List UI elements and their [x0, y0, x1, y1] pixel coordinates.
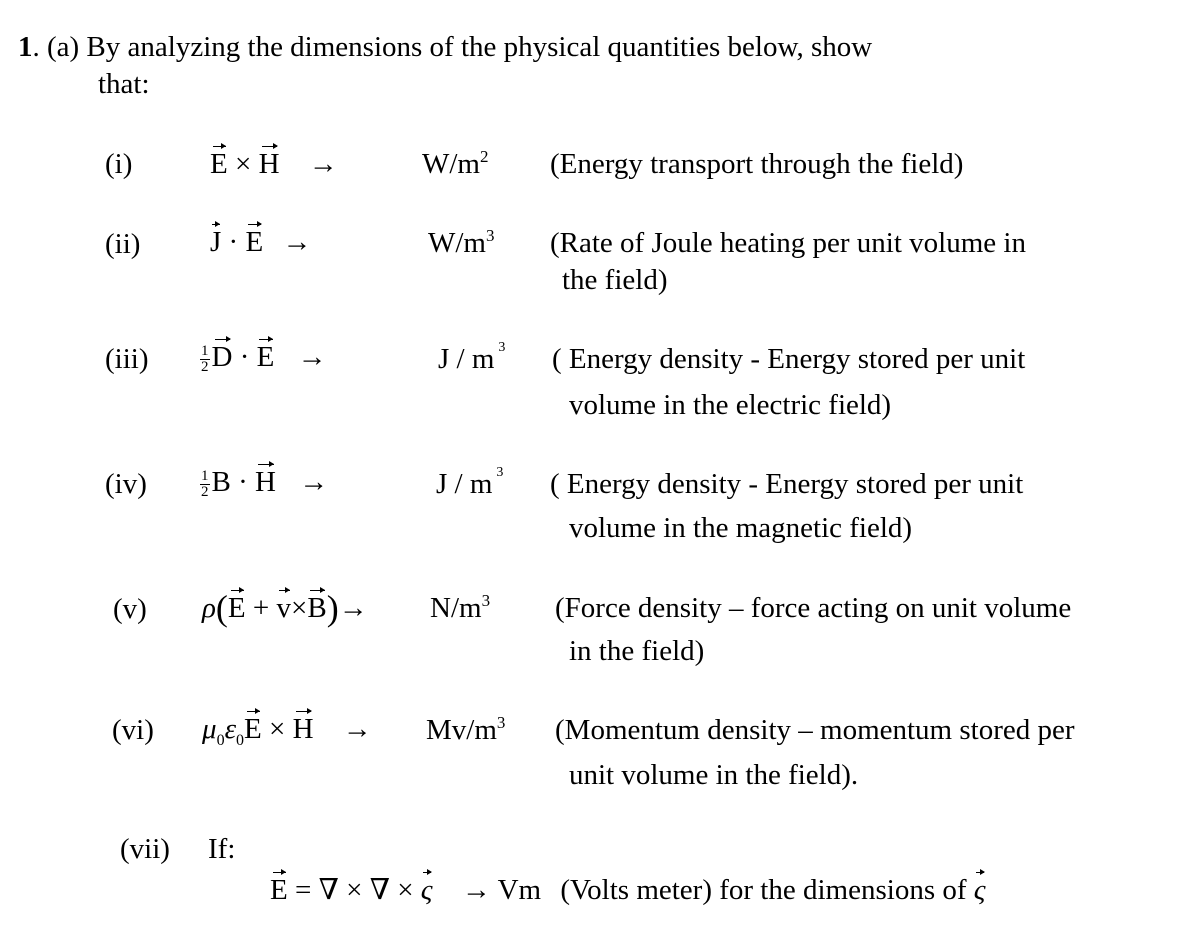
dot-symbol: ·: [228, 226, 239, 258]
question-heading: [18, 33, 872, 62]
nabla-symbol: ∇: [369, 874, 390, 906]
question-text: . (a) By analyzing the dimensions of the physical quantities below, show: [32, 31, 873, 63]
epsilon-symbol: ε: [224, 713, 236, 745]
item-expression: [210, 150, 338, 179]
times-symbol: ×: [268, 713, 286, 745]
vector-H: H: [255, 466, 276, 498]
equals-symbol: =: [294, 874, 312, 906]
arrow-symbol: →: [282, 226, 312, 258]
item-description: ( Energy density - Energy stored per unit: [550, 468, 1024, 500]
vector-zeta: ς: [973, 874, 986, 906]
item-unit: J / m $^3$: [438, 340, 506, 375]
item-description: ( Energy density - Energy stored per unit: [552, 343, 1026, 375]
vector-v: v: [276, 592, 291, 624]
vector-E: E: [227, 592, 246, 624]
vector-B: B: [307, 592, 327, 624]
dot-symbol: ·: [238, 466, 248, 498]
item-description: (Rate of Joule heating per unit volume in: [550, 227, 1026, 259]
half-fraction: $\frac{1}{2}$: [201, 342, 209, 375]
vector-H: H: [258, 148, 280, 180]
rho-symbol: ρ: [202, 592, 216, 624]
item-description-cont: the field): [562, 264, 668, 296]
half-fraction: $\frac{1}{2}$: [201, 467, 209, 500]
item-description-cont: volume in the electric field): [569, 389, 892, 421]
times-symbol: ×: [234, 148, 252, 180]
item7-expression: [270, 876, 986, 905]
plus-symbol: +: [252, 592, 270, 624]
arrow-symbol: →: [308, 148, 338, 180]
symbol-B: B: [211, 466, 231, 498]
item-description: (Energy transport through the field): [550, 148, 964, 180]
times-symbol: ×: [397, 874, 414, 906]
item7-if: If:: [208, 833, 236, 865]
item-label: (iii): [105, 343, 149, 375]
item-unit: $N/m^3$: [430, 591, 491, 624]
item-unit: $W/m^2$: [422, 147, 489, 180]
item-label: (i): [105, 148, 133, 180]
vector-E: E: [210, 148, 228, 180]
item-expression: [210, 228, 311, 257]
item7-label: (vii): [120, 833, 170, 865]
item-description-cont: unit volume in the field).: [569, 759, 859, 791]
times-symbol: ×: [346, 874, 363, 906]
item-unit: $Mv/m^3$: [426, 713, 506, 746]
item-expression: $\mu_0\varepsilon_0E \times H$ →: [202, 713, 372, 749]
dot-symbol: ·: [239, 341, 250, 373]
item-expression: [200, 468, 328, 500]
arrow-symbol: →: [299, 466, 329, 498]
vector-E: E: [245, 226, 264, 258]
vector-J: J: [210, 226, 222, 258]
vector-zeta: ς: [420, 874, 433, 906]
item-unit: J / m $^3$: [436, 465, 504, 500]
item-description-cont: in the field): [569, 635, 705, 667]
item-unit: $W/m^3$: [428, 226, 495, 259]
item7-result: Vm: [497, 874, 542, 906]
vector-E: E: [270, 874, 288, 906]
item-label: (iv): [105, 468, 147, 500]
arrow-symbol: →: [342, 713, 372, 745]
item-expression: ρ(E + v×B)→: [202, 588, 368, 628]
item-label: (v): [113, 593, 147, 625]
vector-H: H: [292, 713, 314, 745]
item-description: (Momentum density – momentum stored per: [555, 714, 1075, 746]
vector-E: E: [256, 341, 275, 373]
vector-D: D: [211, 341, 233, 373]
question-continuation: that:: [98, 68, 150, 100]
vector-E: E: [244, 713, 262, 745]
item-label: (ii): [105, 228, 141, 260]
item-label: (vi): [112, 714, 154, 746]
item-description: (Force density – force acting on unit volume: [555, 592, 1072, 624]
mu-symbol: μ: [202, 713, 217, 745]
question-number: 1: [18, 31, 33, 63]
arrow-symbol: →: [297, 341, 327, 373]
arrow-symbol: →: [461, 874, 491, 906]
item7-description: (Volts meter) for the dimensions of: [560, 874, 967, 906]
arrow-symbol: →: [338, 592, 368, 624]
item-expression: [200, 343, 327, 375]
item-description-cont: volume in the magnetic field): [569, 512, 913, 544]
nabla-symbol: ∇: [318, 874, 339, 906]
times-symbol: ×: [291, 592, 308, 624]
